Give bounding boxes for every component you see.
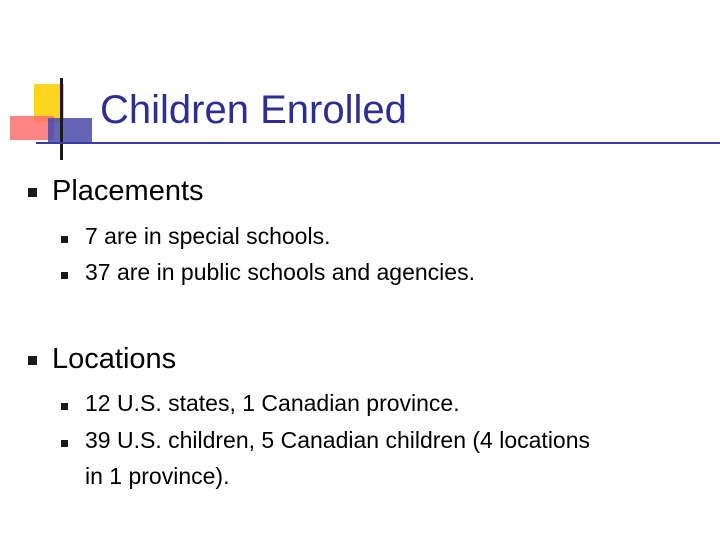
bullet-square-icon — [61, 440, 68, 447]
bullet-square-icon — [61, 403, 68, 410]
bullet-square-icon — [61, 272, 68, 279]
bullet-square-icon — [28, 356, 37, 365]
list-item-text: 7 are in special schools. — [85, 223, 331, 249]
section-label: Placements — [52, 175, 204, 207]
bullet-square-icon — [61, 236, 68, 243]
list-item-text: 39 U.S. children, 5 Canadian children (4 locations — [85, 427, 591, 453]
bullet-square-icon — [28, 188, 37, 197]
list-item-text: 12 U.S. states, 1 Canadian province. — [85, 390, 460, 416]
list-item-text: 37 are in public schools and agencies. — [85, 259, 475, 285]
slide-title: Children Enrolled — [100, 88, 407, 132]
section-label: Locations — [52, 343, 177, 375]
list-item-text: in 1 province). — [85, 463, 230, 489]
